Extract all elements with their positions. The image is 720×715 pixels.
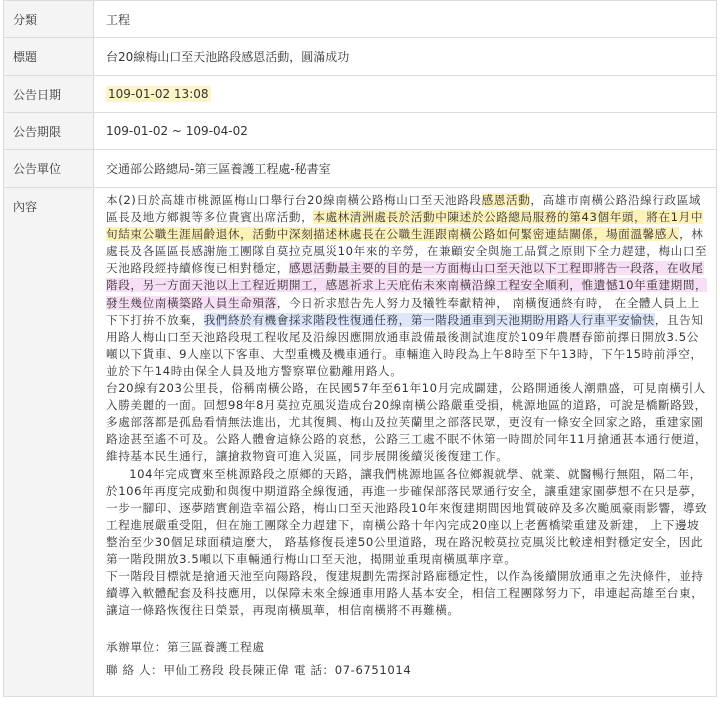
category-label: 分類 (4, 1, 94, 38)
announcement-table (3, 0, 717, 697)
period-value: 109-01-02 ~ 109-04-02 (94, 113, 717, 150)
row-period (4, 113, 717, 150)
date-label: 公告日期 (4, 76, 94, 113)
p1-seg-5: 感恩活動最主要的目的是一方面梅山口至天池以下工程即將告一段落，在收尾階段，另一方面天池以上工程近期開工，感恩祈求上天庇佑未來南橫沿線工程安全順利，惟遺憾10年重建期間， 發生幾位南橫築路人員生命殞落 (106, 261, 708, 310)
content-paragraph-2: 台20線有203公里長，俗稱南橫公路，在民國57年至61年10月完成闢建，公路開通後人潮鼎盛，可見南橫引人入勝美麗的一面。回想98年8月莫拉克風災造成台20線南橫公路嚴重受損，桃源地區的道路，可說是橋斷路毀，多處部落都是孤島看情無法進出，尤其復興、梅山及拉芙蘭里之部落民眾，更沒有一條安全回家之路，重建家園路途甚至遙不可及。公路人體會這條公路的哀愁，公路三工處不眠不休第一時間於同年11月搶通甚本通行便道，維持基本民生通行，讓搶救物資可進入災區，同步展開後續災後復建工作。 (106, 381, 708, 464)
p1-seg-6: ，今日祈求慰告先人努力及犧牲奉獻精神， 南橫復通終有時， 在全體人員上上下下打拚不放棄， (106, 295, 700, 327)
title-value: 台20線梅山口至天池路段感恩活動，圓滿成功 (94, 38, 717, 76)
row-unit (4, 150, 717, 188)
row-content (4, 188, 717, 697)
unit-label: 公告單位 (4, 150, 94, 188)
p1-seg-8: ，且告知用路人梅山口至天池路段現工程收尾及沿線因應開放通車設備最後測試進度於109年農曆春節前擇日開放3.5公噸以下貨車、9人座以下客車、大型重機及機車通行。車輛進入時段為上午8時至下午13時，下午15時前淨空，並於下午14時由保全人員及地方警察單位勸離用路人。 (106, 312, 704, 378)
content-body (94, 188, 717, 697)
p1-seg-0: 本(2)日於高雄市桃源區梅山口舉行台20線南橫公路梅山口至天池路段 (106, 193, 482, 207)
p1-seg-1: 感恩活動 (481, 193, 531, 207)
date-cell (94, 76, 717, 113)
row-title (4, 38, 717, 76)
p1-seg-7: 我們終於有機會採求階段性復通任務，第一階段通車到天池期盼用路人行車平安愉快 (203, 312, 655, 327)
content-paragraph-3: 104年完成寶來至桃源路段之原鄉的天路，讓我們桃源地區各位鄉親就學、就業、就醫暢行無阻，隔二年，於106年再度完成勤和與復中期道路全線復通，再進一步確保部落民眾通行安全，讓重建家園夢想不在只是夢，一步一腳印、逐夢踏實創造幸福公路，梅山口至天池路段10年來復建期間因地質破碎及多次颱風豪雨影響，導致工程進展嚴重受阻，但在施工團隊全力趕建下，南橫公路十年內完成20座以上老舊橋梁重建及新建， 上下邊坡整治至少30個足球面積這麼大， 路基修復長達50公里道路，現在路況較莫拉克風災比較達相對穩定安全，因此第一階段開放3.5噸以下車輛通行梅山口至天池，揭開並重現南橫風華序章。 (106, 466, 708, 566)
category-value: 工程 (94, 1, 717, 38)
date-value: 109-01-02 13:08 (108, 87, 209, 101)
p1-seg-4: ，林處長及各區區長感謝施工團隊自莫拉克風災10年來的辛勞，在兼顧安全與施工品質之原則下全力趕建，梅山口至天池路段經持續修復已相對穩定， (106, 227, 708, 276)
row-date (4, 76, 717, 113)
row-category (4, 1, 717, 38)
p1-seg-3: 本處林清洲處長於活動中陳述於公路總局服務的第43個年頭，將在1月中旬結束公職生涯屆齡退休，活動中深刻描述林處長在公職生涯跟南橫公路如何緊密連結關係，場面溫馨感人 (106, 210, 704, 242)
contact-person: 聯 絡 人：甲仙工務段 段長陳正偉 電 話：07-6751014 (106, 663, 412, 678)
unit-value: 交通部公路總局-第三區養護工程處-秘書室 (94, 150, 717, 188)
content-paragraph-1 (106, 192, 708, 380)
content-label: 內容 (4, 188, 94, 697)
content-paragraph-4: 下一階段目標就是搶通天池至向陽路段，復建規劃先需探討路廊穩定性，以作為後續開放通車之先決條件，並持續導入軟體配套及科技應用，以保障未來全線通車用路人基本安全，相信工程團隊努力下，串連起高雄至台東，讓這一條路恢復往日榮景，再現南橫風華，相信南橫將不再難橫。 (106, 569, 704, 618)
contact-block (106, 636, 708, 682)
title-label: 標題 (4, 38, 94, 76)
p1-seg-2: ，高雄市南橫公路沿線行政區域區長及地方鄉親等多位貴賓出席活動， (106, 193, 702, 225)
period-label: 公告期限 (4, 113, 94, 150)
contact-unit: 承辦單位：第三區養護工程處 (106, 640, 265, 655)
